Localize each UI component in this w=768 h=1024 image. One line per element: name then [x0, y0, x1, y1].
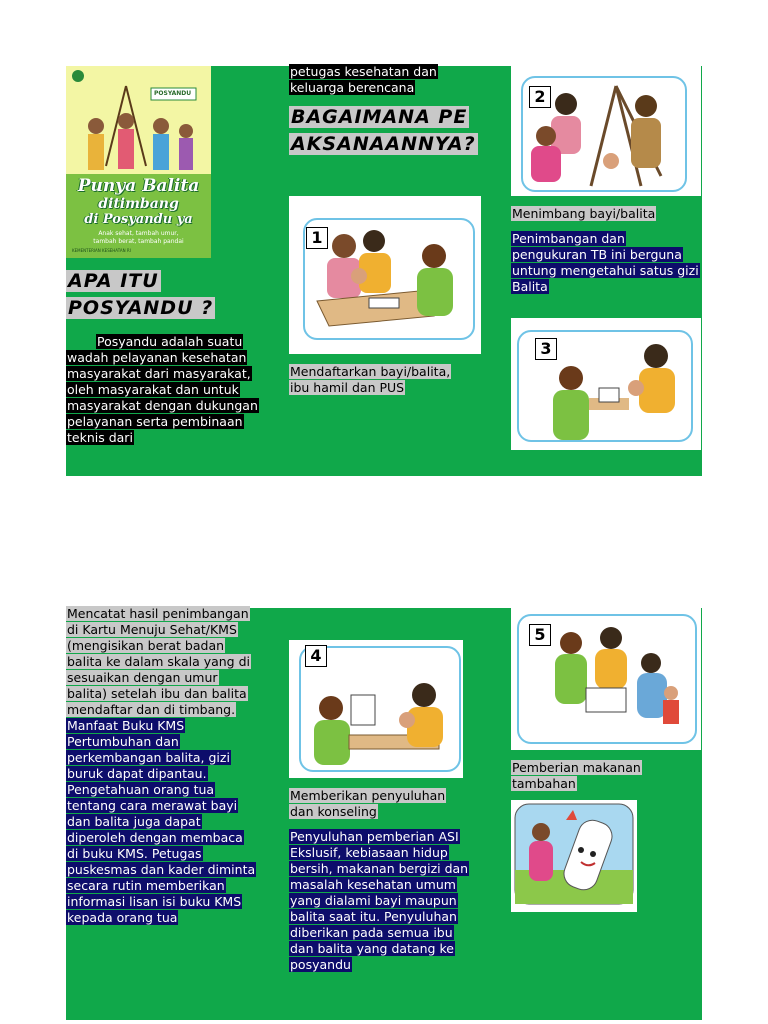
kms-benefit-text: Manfaat Buku KMS Pertumbuhan dan perkembangan balita, gizi buruk dapat dipantau. Pengetahuan orang tua tentang cara merawat bayi dan balita juga dapat diperoleh dengan membaca di buku KMS. Petugas puskesmas dan kader diminta secara rutin memberikan informasi lisan isi buku KMS kepada orang tua: [67, 718, 256, 925]
posyandu-description: Posyandu adalah suatu wadah pelayanan kesehatan masyarakat dari masyarakat, oleh masyarakat dan untuk masyarakat dengan dukungan pelayanan serta pembinaan teknis dari: [67, 334, 258, 445]
step5-cartoon-image: [511, 800, 637, 912]
cover-footer: KEMENTERIAN KESEHATAN RI: [72, 248, 131, 253]
cover-title-2: ditimbang: [98, 196, 179, 212]
step2-caption: Menimbang bayi/balita: [512, 206, 656, 221]
kms-recording-text: Mencatat hasil penimbangan di Kartu Menuju Sehat/KMS (mengisikan berat badan balita ke dalam skala yang di sesuaikan dengan umur balita) setelah ibu dan balita mendaftar dan di timbang. Manfaat Buku KMS Pertumbuhan dan perkembangan balita, gizi buruk dapat dipantau. Pengetahuan orang tua tentang cara merawat bayi dan balita juga dapat diperoleh dengan membaca di buku KMS. Petugas puskesmas dan kader diminta secara rutin memberikan informasi lisan isi buku KMS kepada orang tua: [67, 606, 256, 925]
step4-caption: Memberikan penyuluhan dan konseling: [290, 788, 446, 819]
step4-illustration: [289, 640, 463, 778]
cover-title-3: di Posyandu ya: [84, 212, 193, 227]
step5-number: 5: [529, 624, 551, 646]
step4-description: Penyuluhan pemberian ASI Ekslusif, kebiasaan hidup bersih, makanan bergizi dan masalah kesehatan umum yang dialami bayi maupun balita saat itu. Penyuluhan diberikan pada semua ibu dan balita yang datang ke posyandu: [290, 829, 469, 972]
heading-what-is-posyandu: APA ITU POSYANDU ?: [68, 270, 214, 319]
step1-caption: Mendaftarkan bayi/balita, ibu hamil dan PUS: [290, 364, 451, 395]
step4-number: 4: [305, 645, 327, 667]
step5-illustration: [511, 608, 701, 750]
cover-badge: POSYANDU: [154, 90, 192, 97]
step5-caption: Pemberian makanan tambahan: [512, 760, 641, 791]
step3-number: 3: [535, 338, 557, 360]
step2-description: Penimbangan dan pengukuran TB ini berguna untung mengetahui satus gizi Balita: [512, 231, 699, 294]
step2-number: 2: [529, 86, 551, 108]
step1-illustration: [289, 196, 481, 354]
cover-title-1: Punya Balita: [77, 176, 200, 196]
step3-illustration: [511, 318, 701, 450]
top-text-fragment: petugas kesehatan dan keluarga berencana: [290, 64, 437, 95]
step2-illustration: [511, 66, 701, 196]
cover-image: [66, 66, 211, 258]
heading-how: BAGAIMANA PEAKSANAANNYA?: [291, 106, 476, 155]
step1-number: 1: [306, 227, 328, 249]
cover-subtitle: Anak sehat, tambah umur, tambah berat, tambah pandai: [93, 230, 184, 245]
